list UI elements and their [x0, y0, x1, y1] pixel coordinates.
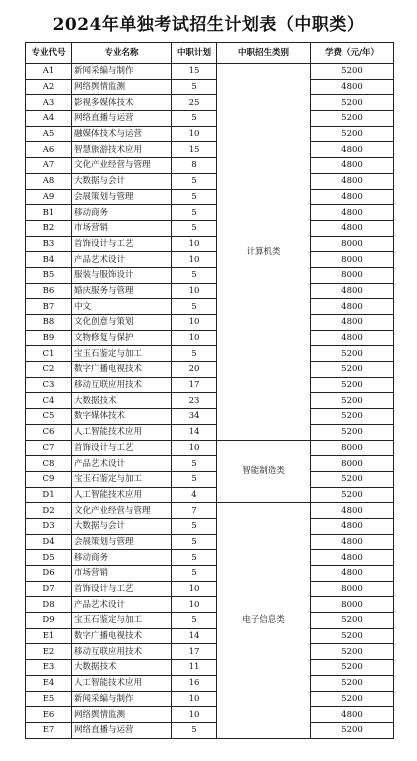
quota-value: 10	[172, 126, 217, 142]
major-name: 网络直播与运营	[72, 722, 172, 738]
enrollment-plan-table	[25, 42, 394, 739]
tuition-value: 5200	[311, 691, 394, 707]
category-cell: 智能制造类	[217, 440, 311, 503]
major-name: 产品艺术设计	[72, 252, 172, 268]
table-row	[26, 424, 394, 440]
header-major-name: 专业名称	[72, 43, 172, 64]
major-code: E6	[26, 707, 72, 723]
quota-value: 10	[172, 707, 217, 723]
table-row	[26, 722, 394, 738]
major-name: 移动商务	[72, 205, 172, 221]
major-code: B7	[26, 299, 72, 315]
table-row	[26, 267, 394, 283]
major-code: D5	[26, 550, 72, 566]
quota-value: 5	[172, 189, 217, 205]
tuition-value: 5200	[311, 471, 394, 487]
major-name: 宝玉石鉴定与加工	[72, 346, 172, 362]
major-name: 首饰设计与工艺	[72, 440, 172, 456]
table-row	[26, 440, 394, 456]
tuition-value: 5200	[311, 393, 394, 409]
major-name: 影视多媒体技术	[72, 95, 172, 111]
major-name: 智慧旅游技术应用	[72, 142, 172, 158]
tuition-value: 4800	[311, 534, 394, 550]
quota-value: 10	[172, 691, 217, 707]
major-code: B5	[26, 267, 72, 283]
table-row	[26, 299, 394, 315]
major-name: 宝玉石鉴定与加工	[72, 471, 172, 487]
table-row	[26, 518, 394, 534]
tuition-value: 5200	[311, 377, 394, 393]
major-name: 大数据与会计	[72, 173, 172, 189]
table-row	[26, 95, 394, 111]
tuition-value: 5200	[311, 111, 394, 127]
table-row	[26, 675, 394, 691]
major-name: 市场营销	[72, 220, 172, 236]
major-code: C6	[26, 424, 72, 440]
quota-value: 14	[172, 424, 217, 440]
major-code: D3	[26, 518, 72, 534]
tuition-value: 8000	[311, 456, 394, 472]
major-code: A9	[26, 189, 72, 205]
tuition-value: 4800	[311, 518, 394, 534]
tuition-value: 5200	[311, 362, 394, 378]
table-row	[26, 330, 394, 346]
table-row	[26, 64, 394, 80]
major-name: 大数据技术	[72, 660, 172, 676]
major-code: E7	[26, 722, 72, 738]
table-row	[26, 613, 394, 629]
quota-value: 5	[172, 566, 217, 582]
major-code: C7	[26, 440, 72, 456]
tuition-value: 5200	[311, 644, 394, 660]
major-name: 数字广播电视技术	[72, 362, 172, 378]
quota-value: 10	[172, 440, 217, 456]
major-name: 宝玉石鉴定与加工	[72, 613, 172, 629]
major-code: A8	[26, 173, 72, 189]
quota-value: 10	[172, 581, 217, 597]
major-name: 移动互联应用技术	[72, 377, 172, 393]
quota-value: 5	[172, 299, 217, 315]
quota-value: 5	[172, 550, 217, 566]
major-code: E5	[26, 691, 72, 707]
tuition-value: 5200	[311, 660, 394, 676]
quota-value: 15	[172, 64, 217, 80]
major-name: 移动互联应用技术	[72, 644, 172, 660]
tuition-value: 5200	[311, 613, 394, 629]
quota-value: 5	[172, 111, 217, 127]
major-name: 大数据技术	[72, 393, 172, 409]
table-body	[26, 64, 394, 739]
table-row	[26, 236, 394, 252]
major-code: E4	[26, 675, 72, 691]
tuition-value: 8000	[311, 581, 394, 597]
table-row	[26, 550, 394, 566]
major-name: 文化创意与策划	[72, 315, 172, 331]
table-row	[26, 471, 394, 487]
table-row	[26, 377, 394, 393]
tuition-value: 5200	[311, 95, 394, 111]
tuition-value: 4800	[311, 283, 394, 299]
quota-value: 17	[172, 377, 217, 393]
quota-value: 5	[172, 267, 217, 283]
table-row	[26, 534, 394, 550]
plan-table-wrapper	[25, 42, 393, 739]
quota-value: 14	[172, 628, 217, 644]
quota-value: 10	[172, 315, 217, 331]
major-name: 首饰设计与工艺	[72, 236, 172, 252]
table-row	[26, 409, 394, 425]
major-name: 新闻采编与制作	[72, 691, 172, 707]
table-row	[26, 142, 394, 158]
major-name: 中文	[72, 299, 172, 315]
tuition-value: 5200	[311, 126, 394, 142]
major-code: D7	[26, 581, 72, 597]
major-code: A1	[26, 64, 72, 80]
table-row	[26, 252, 394, 268]
category-cell: 电子信息类	[217, 503, 311, 738]
major-code: E2	[26, 644, 72, 660]
header-code: 专业代号	[26, 43, 72, 64]
table-row	[26, 456, 394, 472]
major-code: D6	[26, 566, 72, 582]
major-code: E1	[26, 628, 72, 644]
quota-value: 7	[172, 503, 217, 519]
table-row	[26, 189, 394, 205]
major-code: D9	[26, 613, 72, 629]
tuition-value: 4800	[311, 330, 394, 346]
table-row	[26, 220, 394, 236]
tuition-value: 4800	[311, 189, 394, 205]
quota-value: 5	[172, 722, 217, 738]
major-code: B6	[26, 283, 72, 299]
quota-value: 5	[172, 471, 217, 487]
table-row	[26, 628, 394, 644]
table-row	[26, 126, 394, 142]
table-row	[26, 503, 394, 519]
major-code: B8	[26, 315, 72, 331]
quota-value: 20	[172, 362, 217, 378]
table-row	[26, 173, 394, 189]
major-name: 会展策划与管理	[72, 189, 172, 205]
table-row	[26, 691, 394, 707]
tuition-value: 4800	[311, 205, 394, 221]
major-name: 文化产业经营与管理	[72, 503, 172, 519]
quota-value: 10	[172, 283, 217, 299]
table-row	[26, 283, 394, 299]
table-row	[26, 315, 394, 331]
tuition-value: 4800	[311, 158, 394, 174]
tuition-value: 4800	[311, 220, 394, 236]
quota-value: 5	[172, 613, 217, 629]
table-row	[26, 597, 394, 613]
major-code: A3	[26, 95, 72, 111]
quota-value: 34	[172, 409, 217, 425]
page-title: 2024年单独考试招生计划表（中职类）	[52, 15, 365, 35]
major-code: C9	[26, 471, 72, 487]
major-name: 婚庆服务与管理	[72, 283, 172, 299]
table-header-row	[26, 43, 394, 64]
quota-value: 5	[172, 456, 217, 472]
tuition-value: 5200	[311, 346, 394, 362]
major-name: 首饰设计与工艺	[72, 581, 172, 597]
tuition-value: 5200	[311, 409, 394, 425]
table-row	[26, 644, 394, 660]
major-name: 产品艺术设计	[72, 597, 172, 613]
table-row	[26, 346, 394, 362]
major-code: C2	[26, 362, 72, 378]
tuition-value: 8000	[311, 236, 394, 252]
tuition-value: 4800	[311, 79, 394, 95]
major-name: 服装与服饰设计	[72, 267, 172, 283]
header-category: 中职招生类别	[217, 43, 311, 64]
tuition-value: 8000	[311, 440, 394, 456]
major-name: 会展策划与管理	[72, 534, 172, 550]
tuition-value: 4800	[311, 566, 394, 582]
category-cell: 计算机类	[217, 64, 311, 441]
tuition-value: 4800	[311, 550, 394, 566]
quota-value: 10	[172, 236, 217, 252]
major-name: 新闻采编与制作	[72, 64, 172, 80]
quota-value: 10	[172, 252, 217, 268]
quota-value: 8	[172, 158, 217, 174]
table-row	[26, 566, 394, 582]
major-name: 网络直播与运营	[72, 111, 172, 127]
major-code: A7	[26, 158, 72, 174]
quota-value: 4	[172, 487, 217, 503]
major-name: 网络舆情监测	[72, 707, 172, 723]
major-name: 人工智能技术应用	[72, 675, 172, 691]
major-name: 文物修复与保护	[72, 330, 172, 346]
tuition-value: 4800	[311, 142, 394, 158]
quota-value: 25	[172, 95, 217, 111]
major-code: C8	[26, 456, 72, 472]
major-name: 数字媒体技术	[72, 409, 172, 425]
major-name: 人工智能技术应用	[72, 424, 172, 440]
tuition-value: 5200	[311, 722, 394, 738]
table-row	[26, 707, 394, 723]
table-row	[26, 111, 394, 127]
quota-value: 11	[172, 660, 217, 676]
tuition-value: 8000	[311, 267, 394, 283]
major-name: 融媒体技术与运营	[72, 126, 172, 142]
major-name: 网络舆情监测	[72, 79, 172, 95]
major-code: D2	[26, 503, 72, 519]
table-row	[26, 581, 394, 597]
header-quota: 中职计划	[172, 43, 217, 64]
quota-value: 5	[172, 79, 217, 95]
major-code: C1	[26, 346, 72, 362]
tuition-value: 5200	[311, 487, 394, 503]
tuition-value: 4800	[311, 503, 394, 519]
major-code: B2	[26, 220, 72, 236]
major-code: C5	[26, 409, 72, 425]
major-code: A5	[26, 126, 72, 142]
major-code: D4	[26, 534, 72, 550]
quota-value: 15	[172, 142, 217, 158]
quota-value: 5	[172, 518, 217, 534]
major-name: 人工智能技术应用	[72, 487, 172, 503]
major-name: 大数据与会计	[72, 518, 172, 534]
quota-value: 10	[172, 330, 217, 346]
major-code: C3	[26, 377, 72, 393]
major-name: 产品艺术设计	[72, 456, 172, 472]
major-code: B1	[26, 205, 72, 221]
table-row	[26, 393, 394, 409]
table-row	[26, 205, 394, 221]
quota-value: 5	[172, 346, 217, 362]
major-name: 市场营销	[72, 566, 172, 582]
tuition-value: 5200	[311, 628, 394, 644]
tuition-value: 5200	[311, 64, 394, 80]
table-row	[26, 158, 394, 174]
major-code: A4	[26, 111, 72, 127]
quota-value: 5	[172, 205, 217, 221]
quota-value: 5	[172, 220, 217, 236]
major-code: E3	[26, 660, 72, 676]
quota-value: 16	[172, 675, 217, 691]
major-code: A2	[26, 79, 72, 95]
table-row	[26, 660, 394, 676]
quota-value: 17	[172, 644, 217, 660]
table-row	[26, 487, 394, 503]
major-code: B4	[26, 252, 72, 268]
tuition-value: 5200	[311, 424, 394, 440]
quota-value: 10	[172, 597, 217, 613]
major-code: D8	[26, 597, 72, 613]
table-row	[26, 79, 394, 95]
tuition-value: 5200	[311, 675, 394, 691]
major-code: B9	[26, 330, 72, 346]
major-name: 文化产业经营与管理	[72, 158, 172, 174]
tuition-value: 4800	[311, 707, 394, 723]
table-row	[26, 362, 394, 378]
major-code: A6	[26, 142, 72, 158]
quota-value: 23	[172, 393, 217, 409]
tuition-value: 4800	[311, 315, 394, 331]
header-tuition: 学费（元/年）	[311, 43, 394, 64]
tuition-value: 8000	[311, 597, 394, 613]
major-name: 移动商务	[72, 550, 172, 566]
quota-value: 5	[172, 173, 217, 189]
tuition-value: 8000	[311, 252, 394, 268]
major-code: B3	[26, 236, 72, 252]
quota-value: 5	[172, 534, 217, 550]
major-name: 数字广播电视技术	[72, 628, 172, 644]
major-code: D1	[26, 487, 72, 503]
tuition-value: 4800	[311, 299, 394, 315]
major-code: C4	[26, 393, 72, 409]
tuition-value: 4800	[311, 173, 394, 189]
